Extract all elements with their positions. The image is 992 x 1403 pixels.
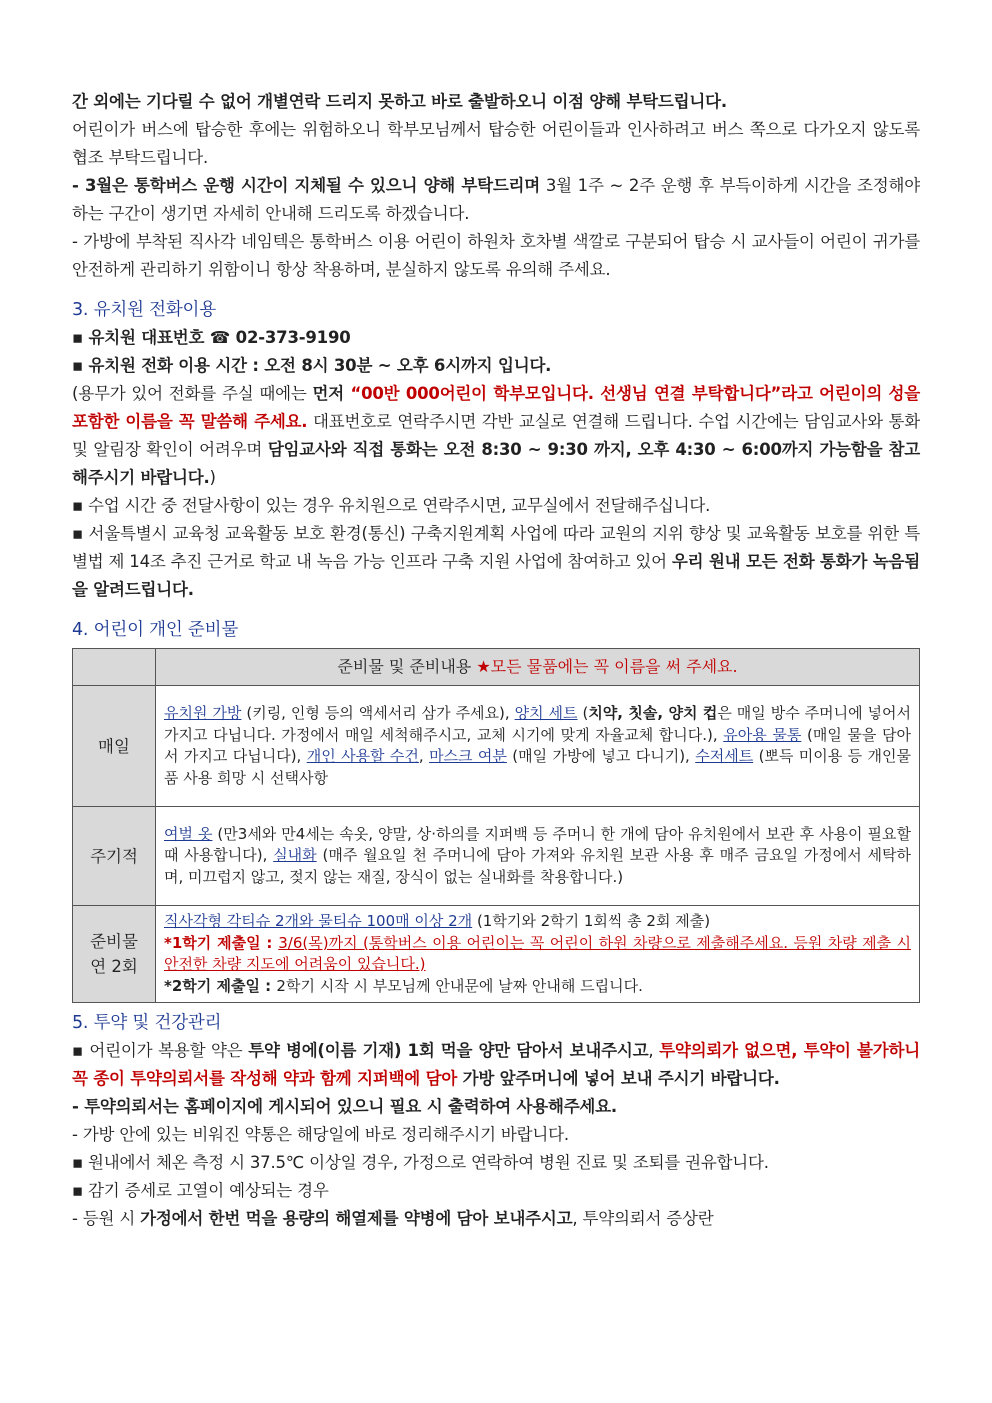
supplies-label-twice-2: 연 2회 [90, 957, 138, 976]
item-cutlery-note: (뽀득 미이용 등 개인물품 사용 희망 시 선택사항 [164, 747, 911, 787]
phone-guidance-text: (용무가 있어 전화를 주실 때에는 [72, 384, 313, 403]
item-towel: 개인 사용할 수건 [306, 747, 419, 765]
fever-note: ▪ 감기 증세로 고열이 예상되는 경우 [72, 1181, 329, 1200]
medication-paragraph [72, 1037, 920, 1093]
supplies-label-daily: 매일 [73, 686, 156, 807]
phone-recording-text: ▪ 서울특별시 교육청 교육활동 보호 환경(통신) 구축지원계획 사업에 따라 교원의 지위 향상 및 교육활동 보호를 위한 특별법 제 14조 추진 근거로 학교 내 녹음 가능 인프라 구축 지원 사업에 참여하고 있어 [72, 524, 920, 571]
medication-bold-2: 가방 앞주머니에 넣어 보내 주시기 바랍니다. [457, 1069, 780, 1088]
bus-notice-bold: 간 외에는 기다릴 수 없어 개별연락 드리지 못하고 바로 출발하오니 이점 양해 부탁드립니다. [72, 92, 727, 111]
section-3-heading: 3. 유치원 전화이용 [72, 300, 216, 320]
first-term-deadline: 3/6(목)까지 (통학버스 이용 어린이는 꼭 어린이 하원 차량으로 제출해주세요. 등원 차량 제출 시 안전한 차량 지도에 어려움이 있습니다.) [164, 933, 911, 973]
nametag-paragraph: - 가방에 부착된 직사각 네임텍은 통학버스 이용 어린이 하원차 호차별 색깔로 구분되어 탑승 시 교사들이 어린이 귀가를 안전하게 관리하기 위함이니 항상 착용하며, 분실하지 않도록 유의해 주세요. [72, 232, 920, 279]
medication-text: ▪ 어린이가 복용할 약은 [72, 1041, 249, 1060]
phone-hours: ▪ 유치원 전화 이용 시간 : 오전 8시 30분 ~ 오후 6시까지 입니다. [72, 356, 552, 375]
phone-guidance-first: 먼저 [312, 384, 345, 403]
first-term-label: *1학기 제출일 : [164, 933, 279, 952]
supplies-label-periodic: 주기적 [73, 807, 156, 906]
supplies-header-warning: ★모든 물품에는 꼭 이름을 써 주세요. [476, 657, 738, 677]
item-toothbrush-note: 은 매일 방수 주머니에 넣어서 가지고 다닙니다. 가정에서 매일 세척해주시고, 교체 시기에 맞게 자율교체 합니다.), [164, 704, 911, 744]
supplies-table [72, 648, 920, 1003]
paren-open: ( [577, 704, 589, 722]
supplies-content-periodic [156, 807, 920, 906]
supplies-row-twice [73, 906, 920, 1003]
item-toothbrush-parts: 치약, 칫솔, 양치 컵 [588, 704, 718, 722]
phone-guidance-bold: 담임교사와 직접 통화는 오전 8:30 ~ 9:30 까지, 오후 4:30 ~ 6:00까지 가능함을 참고해주시기 바랍니다. [72, 440, 921, 487]
section-5-heading: 5. 투약 및 건강관리 [72, 1013, 222, 1033]
bus-time-paragraph [72, 172, 920, 228]
item-mask: 마스크 여분 [429, 747, 507, 765]
phone-guidance-paragraph [72, 380, 920, 492]
phone-message-bullet: ▪ 수업 시간 중 전달사항이 있는 경우 유치원으로 연락주시면, 교무실에서 전달해주십니다. [72, 496, 711, 515]
phone-recording-bullet [72, 520, 920, 604]
fever-text-2: , 투약의뢰서 증상란 [572, 1209, 714, 1228]
item-tissues-note: (1학기와 2학기 1회씩 총 2회 제출) [472, 912, 711, 930]
comma: , [418, 747, 430, 765]
item-water-note: (매일 물을 담아서 가지고 다닙니다), [164, 725, 912, 765]
supplies-row-periodic [73, 807, 920, 906]
item-toothbrush-set: 양치 세트 [514, 704, 578, 722]
supplies-row-daily [73, 686, 920, 807]
fever-bold: 가정에서 한번 먹을 용량의 해열제를 약병에 담아 보내주시고 [140, 1209, 573, 1228]
phone-guidance-red: “00반 000어린이 학부모입니다. 선생님 연결 부탁합니다”라고 어린이의 성을 포함한 이름을 꼭 말씀해 주세요. [72, 384, 920, 431]
supplies-header [156, 649, 920, 686]
second-term-label: *2학기 제출일 : [164, 976, 277, 995]
supplies-header-text: 준비물 및 준비내용 [337, 657, 477, 677]
fever-medicine-note [72, 1205, 920, 1233]
item-cutlery: 수저세트 [695, 747, 754, 765]
supplies-label-twice [73, 906, 156, 1003]
medication-comma: , [648, 1041, 660, 1060]
supplies-content-twice [156, 906, 920, 1003]
medication-red: 투약의뢰가 없으면, 투약이 불가하니 꼭 종이 투약의뢰서를 작성해 약과 함께 지퍼백에 담아 [72, 1041, 920, 1088]
item-mask-note: (매일 가방에 넣고 다니기), [506, 747, 696, 765]
item-indoor-shoes: 실내화 [273, 846, 317, 865]
section-4-heading: 4. 어린이 개인 준비물 [72, 620, 239, 640]
medication-form-note: - 투약의뢰서는 홈페이지에 게시되어 있으니 필요 시 출력하여 사용해주세요. [72, 1097, 617, 1116]
item-indoor-shoes-note: (매주 월요일 천 주머니에 담아 가져와 유치원 보관 사용 후 매주 금요일 가정에서 세탁하며, 미끄럽지 않고, 젖지 않는 재질, 장식이 없는 실내화를 착용합니다.) [164, 846, 911, 886]
medication-bold: 투약 병에(이름 기재) 1회 먹을 양만 담아서 보내주시고 [248, 1041, 649, 1060]
second-term-note: 2학기 시작 시 부모님께 안내문에 날짜 안내해 드립니다. [276, 976, 643, 995]
item-water-bottle: 유아용 물통 [723, 725, 802, 744]
supplies-table-header-row [73, 649, 920, 686]
bus-time-bold: - 3월은 통학버스 운행 시간이 지체될 수 있으니 양해 부탁드리며 [72, 176, 541, 195]
item-spare-clothes-note: (만3세와 만4세는 속옷, 양말, 상·하의를 지퍼백 등 주머니 한 개에 담아 유치원에서 보관 후 사용이 필요할 때 사용합니다), [164, 824, 911, 865]
medication-bottle-note: - 가방 안에 있는 비워진 약통은 해당일에 바로 정리해주시기 바랍니다. [72, 1125, 569, 1144]
item-spare-clothes: 여벌 옷 [164, 824, 213, 843]
phone-guidance-text-2: 대표번호로 연락주시면 각반 교실로 연결해 드립니다. 수업 시간에는 담임교사와 통화 및 알림장 확인이 어려우며 [72, 412, 921, 459]
fever-text: - 등원 시 [72, 1209, 141, 1228]
phone-recording-bold: 우리 원내 모든 전화 통화가 녹음됨을 알려드립니다. [72, 552, 920, 599]
bus-notice-line [72, 88, 920, 116]
phone-guidance-close: ) [209, 468, 216, 487]
temperature-note: ▪ 원내에서 체온 측정 시 37.5℃ 이상일 경우, 가정으로 연락하여 병원 진료 및 조퇴를 권유합니다. [72, 1153, 769, 1172]
item-tissues: 직사각형 각티슈 2개와 물티슈 100매 이상 2개 [164, 912, 473, 930]
supplies-header-blank [73, 649, 156, 686]
phone-representative-number: ▪ 유치원 대표번호 ☎ 02-373-9190 [72, 328, 351, 347]
supplies-content-daily [156, 686, 920, 807]
item-bag-note: (키링, 인형 등의 액세서리 삼가 주세요), [241, 704, 515, 722]
document-page [72, 88, 920, 1233]
bus-time-text: 3월 1주 ~ 2주 운행 후 부득이하게 시간을 조정해야 하는 구간이 생기면 자세히 안내해 드리도록 하겠습니다. [72, 176, 920, 223]
bus-safety-paragraph: 어린이가 버스에 탑승한 후에는 위험하오니 학부모님께서 탑승한 어린이들과 인사하려고 버스 쪽으로 다가오지 않도록 협조 부탁드립니다. [72, 120, 920, 167]
supplies-label-twice-1: 준비물 [90, 932, 138, 951]
item-bag: 유치원 가방 [164, 704, 242, 722]
